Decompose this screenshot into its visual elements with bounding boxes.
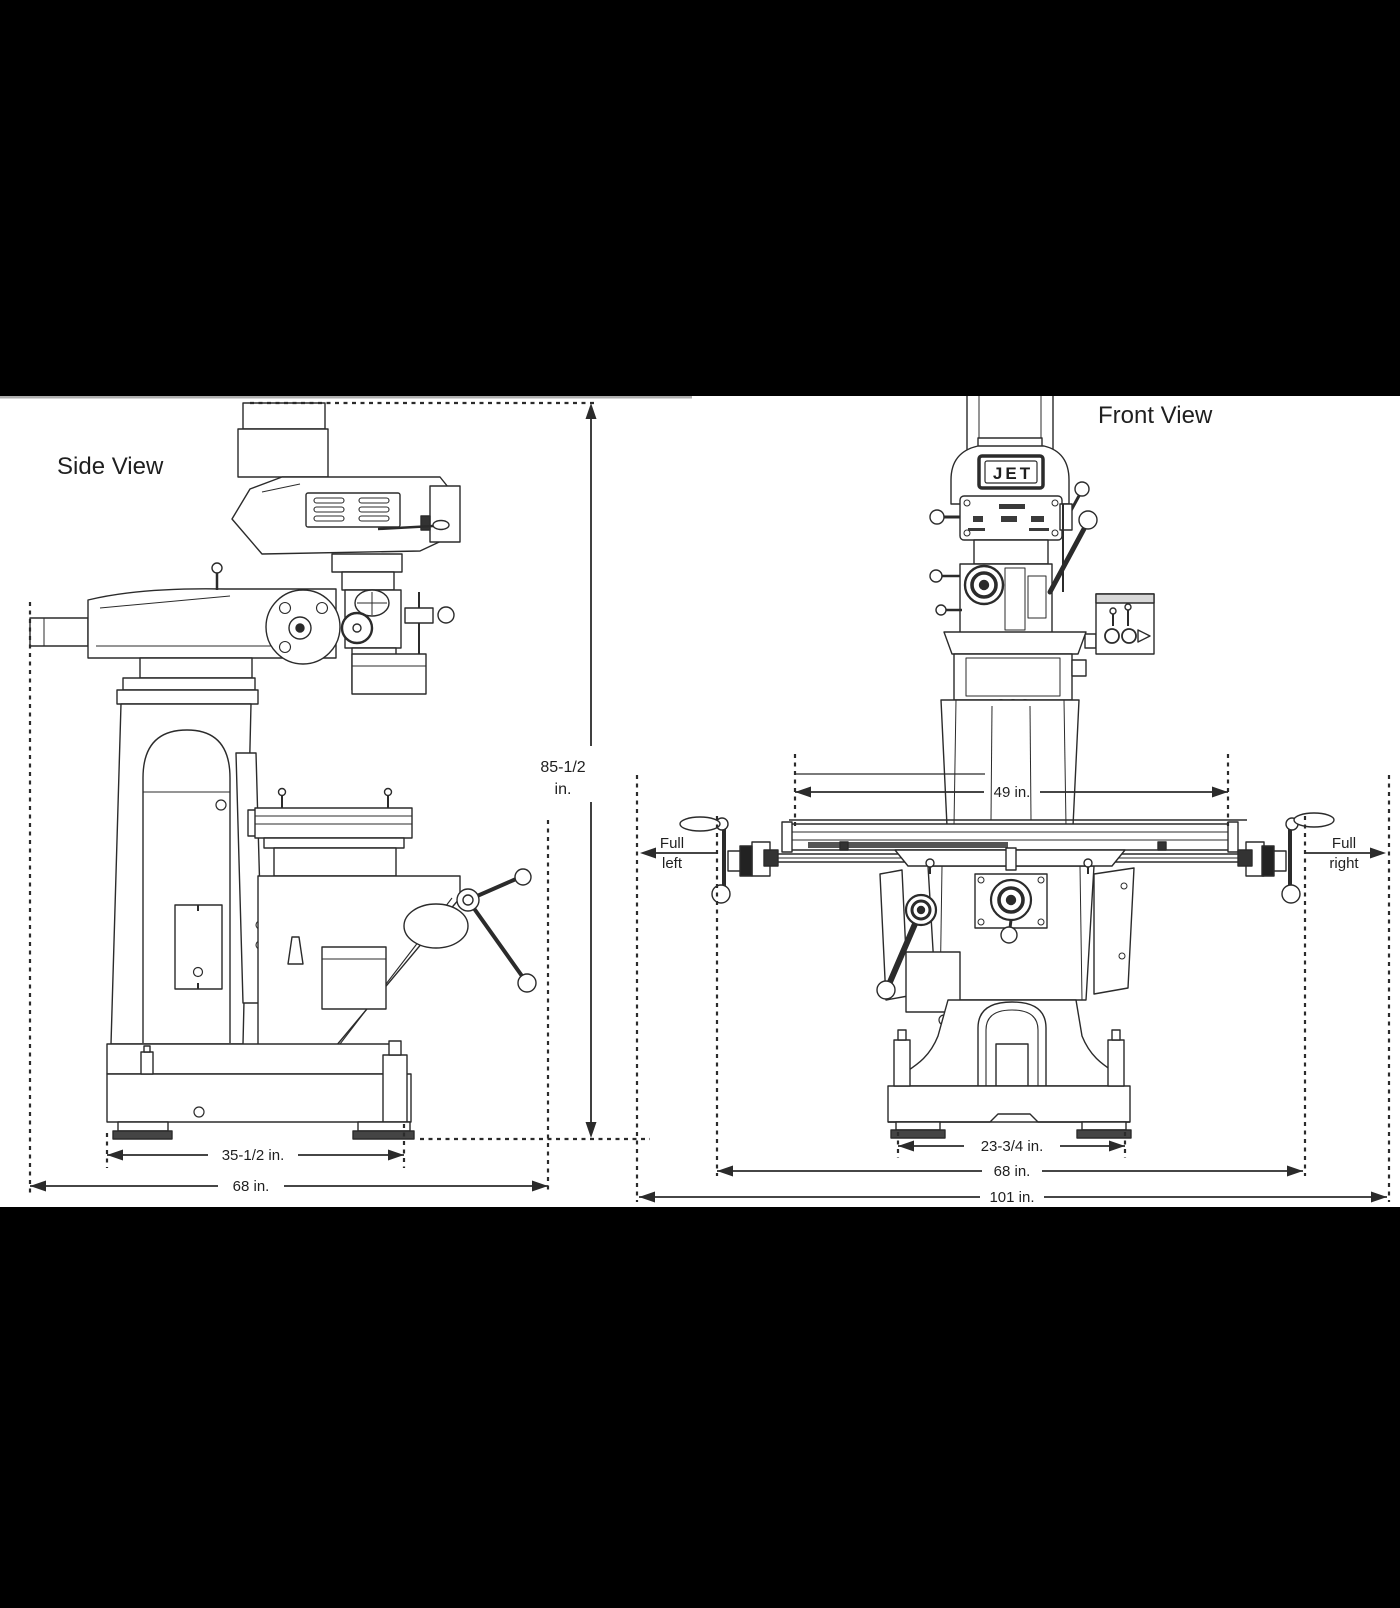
head-crank-right (1075, 482, 1089, 496)
dim-table-travel-label: 49 in. (993, 784, 1031, 801)
dim-height-unit: in. (554, 781, 572, 798)
feed-knob (438, 607, 454, 623)
side-view-title: Side View (57, 453, 164, 480)
dim-height (586, 403, 597, 1138)
head-crank-left (930, 510, 944, 524)
feet-front (891, 1122, 1131, 1138)
dimension-drawing (0, 396, 1400, 1207)
full-right-label-1: Full (1331, 835, 1357, 852)
dim-base-width-label: 35-1/2 in. (221, 1147, 285, 1164)
table-handwheel-right (1262, 813, 1334, 903)
head-screw (421, 516, 430, 530)
full-left-label-1: Full (659, 835, 685, 852)
full-left-label-2: left (661, 855, 683, 872)
front-view-title: Front View (1098, 402, 1213, 429)
dim-feet-width-label: 23-3/4 in. (980, 1138, 1044, 1155)
t-slot-shadow (808, 842, 1008, 848)
dim-depth-label: 68 in. (232, 1178, 270, 1195)
saddle-side (274, 848, 396, 876)
knee-oval (404, 904, 468, 948)
dim-depth-side (30, 1181, 548, 1192)
letterbox-top (0, 0, 1400, 396)
feed-box (352, 654, 426, 694)
motor-housing (238, 429, 328, 477)
side-view-drawing (30, 403, 536, 1139)
front-column (941, 700, 1079, 826)
dim-machine-width-label: 68 in. (993, 1163, 1031, 1180)
table-side (255, 808, 412, 838)
knee-side-panel (1094, 868, 1134, 994)
knee-motor-box (322, 947, 386, 1009)
feet-side (113, 1122, 414, 1139)
base-side (107, 1074, 411, 1122)
front-view-drawing (680, 396, 1334, 1138)
jet-logo: JET (992, 464, 1034, 483)
dim-height-value: 85-1/2 (540, 759, 586, 776)
drawing-panel (0, 396, 1400, 1207)
scan-artifact (0, 396, 692, 399)
dim-overall-width-label: 101 in. (989, 1189, 1035, 1206)
full-right-label-2: right (1329, 855, 1359, 872)
letterbox-bottom (0, 1207, 1400, 1608)
motor-cap (243, 403, 325, 429)
ram-rear-stub (30, 618, 88, 646)
front-base (888, 1086, 1130, 1122)
